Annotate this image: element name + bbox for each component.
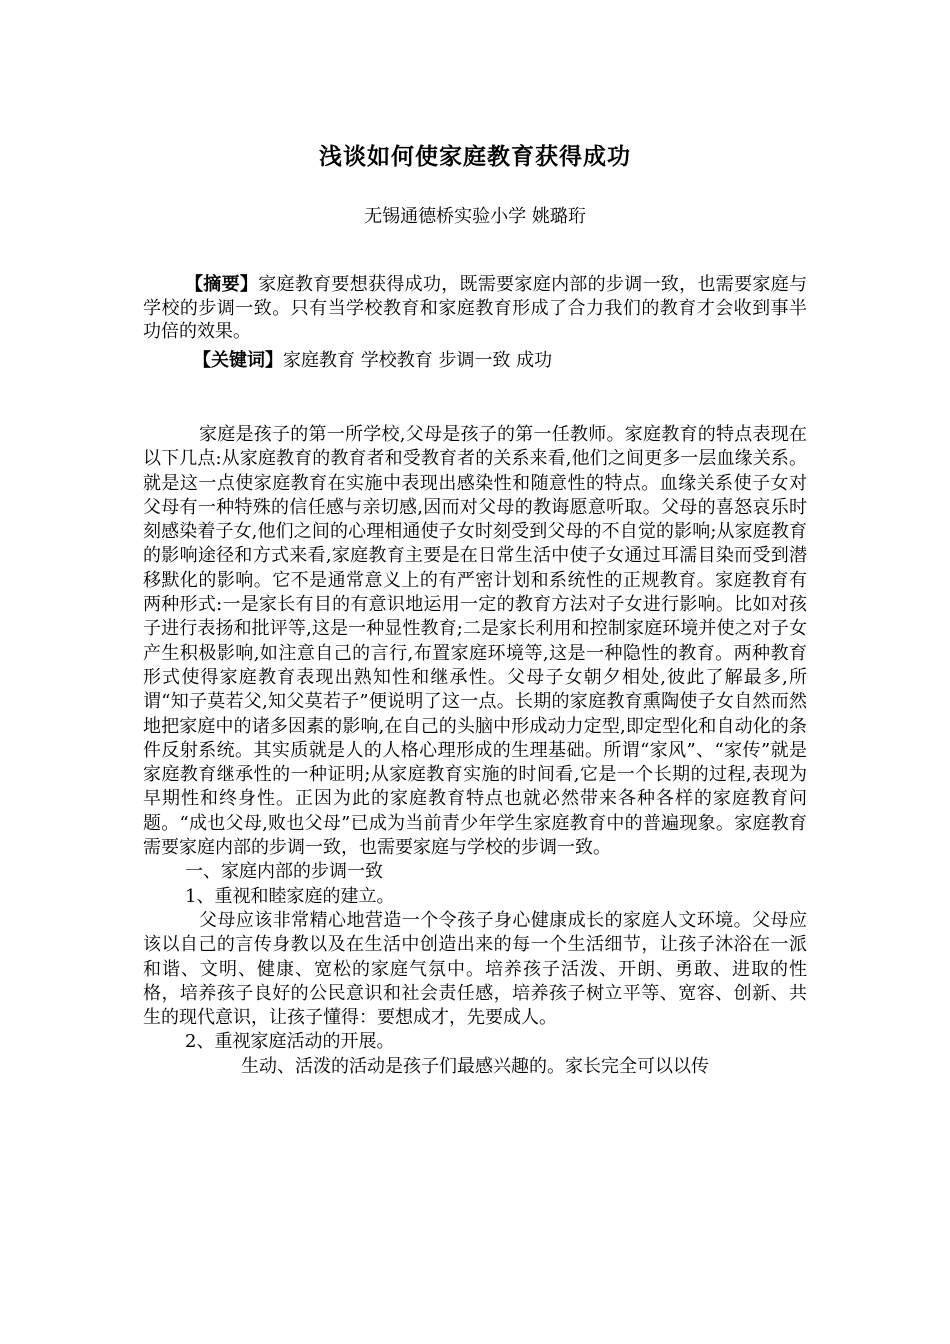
keywords-text: 家庭教育 学校教育 步调一致 成功 bbox=[283, 350, 553, 371]
section-heading: 一、家庭内部的步调一致 bbox=[185, 861, 383, 883]
subsection-heading: 2、重视家庭活动的开展。 bbox=[185, 1031, 395, 1053]
abstract-label: 【摘要】 bbox=[185, 274, 259, 295]
subsection-heading: 1、重视和睦家庭的建立。 bbox=[185, 885, 395, 907]
body-paragraph: 生动、活泼的活动是孩子们最感兴趣的。家长完全可以以传 bbox=[241, 1055, 709, 1077]
abstract-text: 家庭教育要想获得成功，既需要家庭内部的步调一致，也需要家庭与学校的步调一致。只有当学校教育和家庭教育形成了合力我们的教育才会收到事半功倍的效果。 bbox=[143, 274, 808, 342]
keywords-paragraph bbox=[143, 349, 807, 373]
document-body bbox=[143, 423, 807, 1079]
keywords-label: 【关键词】 bbox=[193, 350, 283, 371]
author-line: 无锡通德桥实验小学 姚璐珩 bbox=[364, 206, 586, 227]
abstract-paragraph bbox=[143, 273, 807, 344]
document-title: 浅谈如何使家庭教育获得成功 bbox=[319, 143, 631, 170]
body-paragraph: 父母应该非常精心地营造一个令孩子身心健康成长的家庭人文环境。父母应该以自己的言传身教以及在生活中创造出来的每一个生活细节，让孩子沐浴在一派和谐、文明、健康、宽松的家庭气氛中。培养孩子活泼、开朗、勇敢、进取的性格，培养孩子良好的公民意识和社会责任感，培养孩子树立平等、宽容、创新、共生的现代意识，让孩子懂得：要想成才，先要成人。 bbox=[143, 909, 807, 1029]
intro-paragraph: 家庭是孩子的第一所学校,父母是孩子的第一任教师。家庭教育的特点表现在以下几点:从家庭教育的教育者和受教育者的关系来看,他们之间更多一层血缘关系。就是这一点使家庭教育在实施中表现出感染性和随意性的特点。血缘关系使子女对父母有一种特殊的信任感与亲切感,因而对父母的教诲愿意听取。父母的喜怒哀乐时刻感染着子女,他们之间的心理相通使子女时刻受到父母的不自觉的影响;从家庭教育的影响途径和方式来看,家庭教育主要是在日常生活中使子女通过耳濡目染而受到潜移默化的影响。它不是通常意义上的有严密计划和系统性的正规教育。家庭教育有两种形式:一是家长有目的有意识地运用一定的教育方法对子女进行影响。比如对孩子进行表扬和批评等,这是一种显性教育;二是家长利用和控制家庭环境并使之对子女产生积极影响,如注意自己的言行,布置家庭环境等,这是一种隐性的教育。两种教育形式使得家庭教育表现出熟知性和继承性。父母子女朝夕相处,彼此了解最多,所谓“知子莫若父,知父莫若子”便说明了这一点。长期的家庭教育熏陶使子女自然而然地把家庭中的诸多因素的影响,在自己的头脑中形成动力定型,即定型化和自动化的条件反射系统。其实质就是人的人格心理形成的生理基础。所谓“家风”、“家传”就是家庭教育继承性的一种证明;从家庭教育实施的时间看,它是一个长期的过程,表现为早期性和终身性。正因为此的家庭教育特点也就必然带来各种各样的家庭教育问题。“成也父母,败也父母”已成为当前青少年学生家庭教育中的普遍现象。家庭教育需要家庭内部的步调一致，也需要家庭与学校的步调一致。 bbox=[143, 424, 807, 859]
